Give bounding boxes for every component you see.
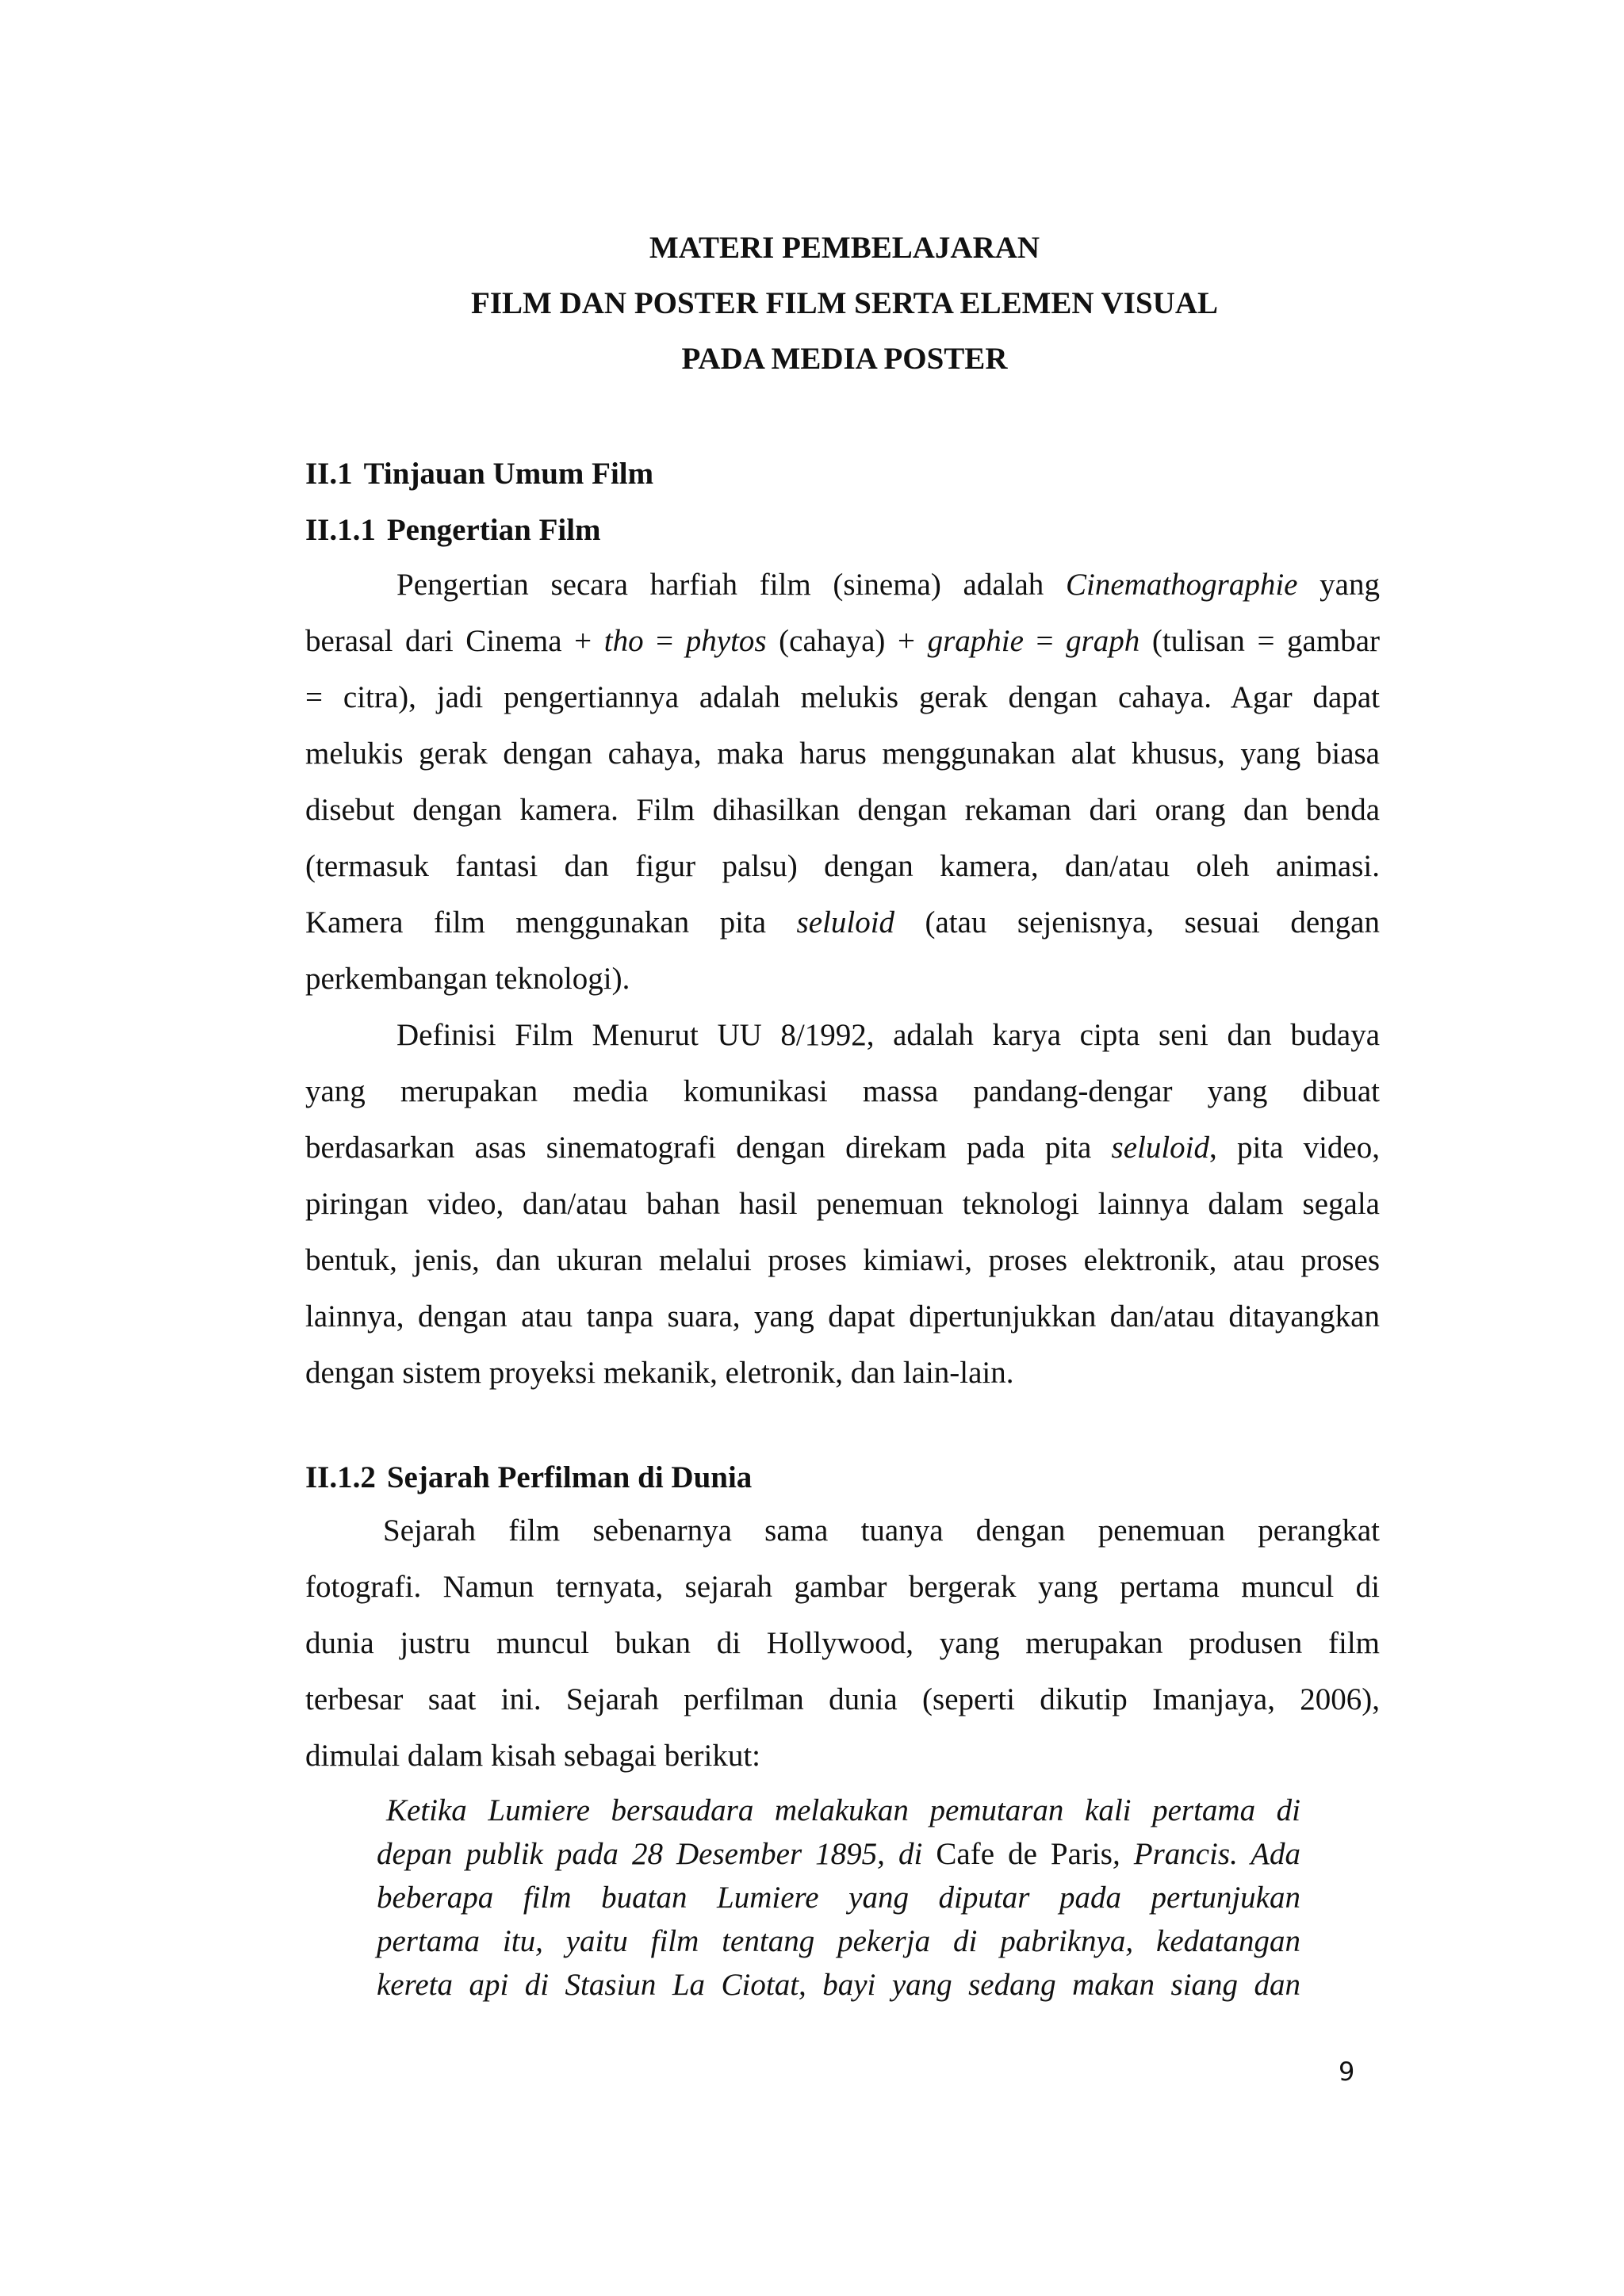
paragraph-sejarah-film <box>305 1502 1380 1784</box>
text-line: dimulai dalam kisah sebagai berikut: <box>305 1739 761 1773</box>
block-quote <box>377 1789 1300 2007</box>
text-line: melukis gerak dengan cahaya, maka harus menggunakan alat khusus, yang biasa <box>305 737 1380 771</box>
paragraph-definisi-film <box>305 1007 1380 1401</box>
section-number: II.1.2 <box>305 1460 376 1494</box>
title-line-3: PADA MEDIA POSTER <box>681 342 1008 376</box>
section-number: II.1.1 <box>305 513 376 547</box>
text-line: bentuk, jenis, dan ukuran melalui proses kimiawi, proses elektronik, atau proses <box>305 1243 1380 1277</box>
text-line: yang merupakan media komunikasi massa pandang-dengar yang dibuat <box>305 1074 1380 1108</box>
title-line-2: FILM DAN POSTER FILM SERTA ELEMEN VISUAL <box>471 286 1218 320</box>
text-line: = citra), jadi pengertiannya adalah melukis gerak dengan cahaya. Agar dapat <box>305 680 1380 714</box>
section-heading-ii-1-1 <box>305 511 601 550</box>
text-line: (termasuk fantasi dan figur palsu) dengan kamera, dan/atau oleh animasi. <box>305 849 1380 883</box>
text-line: berasal dari Cinema + tho = phytos (cahaya) + graphie = graph (tulisan = gambar <box>305 624 1380 658</box>
quote-line: Ketika Lumiere bersaudara melakukan pemutaran kali pertama di <box>386 1793 1300 1827</box>
text-line: piringan video, dan/atau bahan hasil penemuan teknologi lainnya dalam segala <box>305 1187 1380 1221</box>
paragraph-pengertian-film <box>305 557 1380 1007</box>
text-line: dengan sistem proyeksi mekanik, eletronik, dan lain-lain. <box>305 1356 1014 1390</box>
text-line: berdasarkan asas sinematografi dengan direkam pada pita seluloid, pita video, <box>305 1131 1380 1165</box>
section-heading-ii-1 <box>305 454 653 494</box>
section-title: Tinjauan Umum Film <box>363 457 654 491</box>
quote-line: beberapa film buatan Lumiere yang diputar pada pertunjukan <box>377 1881 1300 1915</box>
quote-line: pertama itu, yaitu film tentang pekerja di pabriknya, kedatangan <box>377 1924 1300 1958</box>
text-line: terbesar saat ini. Sejarah perfilman dunia (seperti dikutip Imanjaya, 2006), <box>305 1682 1380 1716</box>
text-line: Kamera film menggunakan pita seluloid (atau sejenisnya, sesuai dengan <box>305 905 1380 939</box>
section-number: II.1 <box>305 457 353 491</box>
text-line: disebut dengan kamera. Film dihasilkan dengan rekaman dari orang dan benda <box>305 793 1380 827</box>
text-line: fotografi. Namun ternyata, sejarah gambar bergerak yang pertama muncul di <box>305 1570 1380 1604</box>
text-line: lainnya, dengan atau tanpa suara, yang dapat dipertunjukkan dan/atau ditayangkan <box>305 1299 1380 1334</box>
section-title: Sejarah Perfilman di Dunia <box>386 1460 753 1494</box>
title-line-1: MATERI PEMBELAJARAN <box>649 231 1040 265</box>
text-line: perkembangan teknologi). <box>305 962 630 996</box>
text-line: Sejarah film sebenarnya sama tuanya dengan penemuan perangkat <box>383 1513 1380 1548</box>
text-line: Pengertian secara harfiah film (sinema) adalah Cinemathographie yang <box>396 568 1380 602</box>
section-heading-ii-1-2 <box>305 1458 752 1498</box>
quote-line: kereta api di Stasiun La Ciotat, bayi yang sedang makan siang dan <box>377 1968 1300 2002</box>
page-number: 9 <box>1339 2057 1355 2087</box>
quote-line: depan publik pada 28 Desember 1895, di Cafe de Paris, Prancis. Ada <box>377 1837 1300 1871</box>
text-line: Definisi Film Menurut UU 8/1992, adalah karya cipta seni dan budaya <box>396 1018 1380 1052</box>
text-line: dunia justru muncul bukan di Hollywood, yang merupakan produsen film <box>305 1626 1380 1660</box>
section-title: Pengertian Film <box>386 513 601 547</box>
page-title <box>238 220 1451 387</box>
